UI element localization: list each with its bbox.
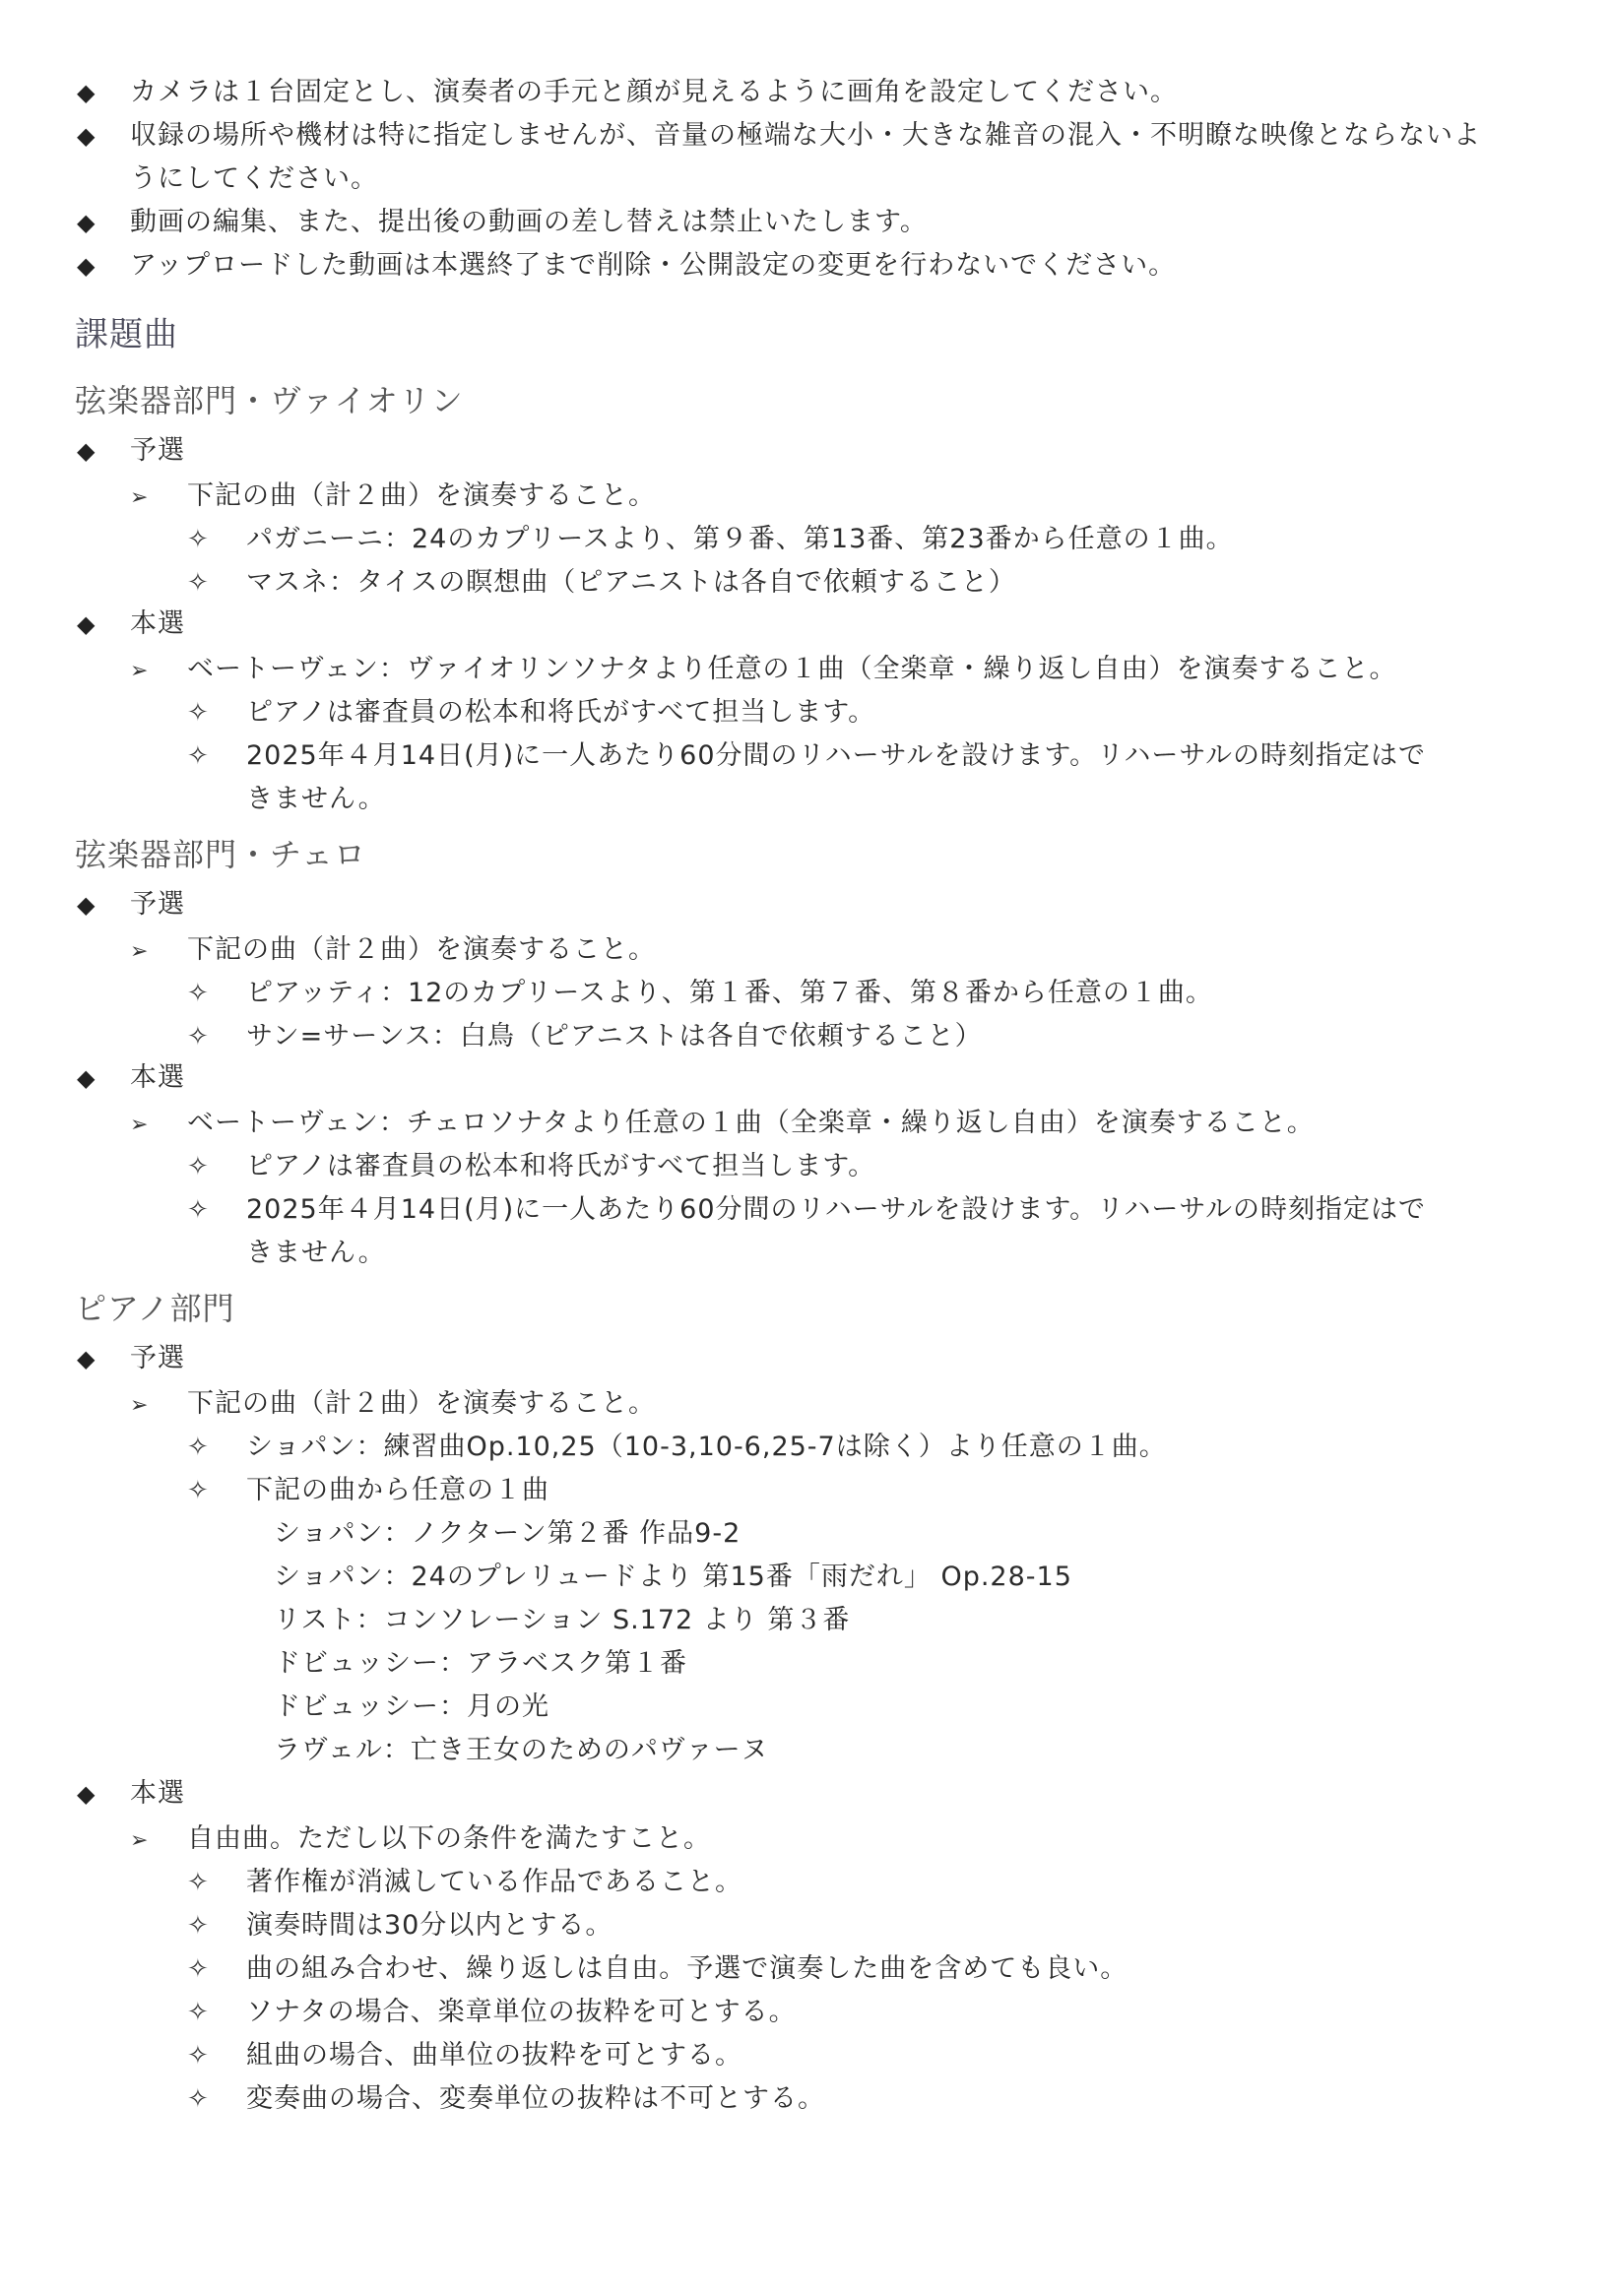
star-bullet-icon: ✧ [187, 1433, 210, 1462]
piano-final-item: ✧ 演奏時間は30分以内とする。 [187, 1904, 613, 1947]
diamond-bullet-icon: ◆ [77, 79, 97, 106]
cello-prelim-item: ✧ サン=サーンス：白鳥（ピアニストは各自で依頼すること） [187, 1015, 983, 1058]
diamond-bullet-icon: ◆ [77, 1345, 97, 1372]
star-bullet-icon: ✧ [187, 698, 210, 728]
star-bullet-icon: ✧ [187, 1998, 210, 2027]
star-bullet-icon: ✧ [187, 1868, 210, 1897]
cello-final-item: ✧ 2025年４月14日(月)に一人あたり60分間のリハーサルを設けます。リハーサルの時刻指定はで [187, 1188, 1426, 1232]
intro-bullet [77, 114, 1481, 158]
piano-choice-item: ドビュッシー：月の光 [274, 1691, 549, 1722]
piano-choice-item: ラヴェル：亡き王女のためのパヴァーヌ [274, 1735, 769, 1765]
intro-text: アップロードした動画は本選終了まで削除・公開設定の変更を行わないでください。 [130, 250, 1177, 281]
cello-final-item-continued: きません。 [246, 1238, 386, 1268]
arrow-bullet-icon: ➢ [130, 1828, 150, 1853]
star-bullet-icon: ✧ [187, 568, 210, 598]
cello-section-title: 弦楽器部門・チェロ [75, 836, 367, 873]
piano-final-item: ✧ ソナタの場合、楽章単位の抜粋を可とする。 [187, 1991, 797, 2034]
arrow-bullet-icon: ➢ [130, 485, 150, 510]
violin-final-item: ✧ ピアノは審査員の松本和将氏がすべて担当します。 [187, 691, 875, 734]
violin-prelim-item: ✧ パガニーニ：24のカプリースより、第９番、第13番、第23番から任意の１曲。 [187, 518, 1234, 561]
piano-final-item: ✧ 著作権が消滅している作品であること。 [187, 1861, 742, 1904]
piano-choice-item: ショパン：ノクターン第２番 作品9-2 [274, 1518, 742, 1549]
intro-text-continued: うにしてください。 [130, 163, 378, 194]
star-bullet-icon: ✧ [187, 1022, 210, 1052]
intro-bullet [77, 71, 1178, 114]
star-bullet-icon: ✧ [187, 1195, 210, 1225]
piano-prelim-label: ◆ 予選 [77, 1337, 185, 1380]
cello-prelim-line: ➢ 下記の曲（計２曲）を演奏すること。 [130, 928, 656, 974]
piano-final-item: ✧ 組曲の場合、曲単位の抜粋を可とする。 [187, 2034, 742, 2077]
violin-final-item: ✧ 2025年４月14日(月)に一人あたり60分間のリハーサルを設けます。リハーサルの時刻指定はで [187, 734, 1426, 778]
piano-prelim-line: ➢ 下記の曲（計２曲）を演奏すること。 [130, 1382, 656, 1428]
diamond-bullet-icon: ◆ [77, 252, 97, 280]
intro-bullet [77, 244, 1176, 287]
piano-choice-item: ドビュッシー：アラベスク第１番 [274, 1648, 687, 1679]
violin-section-title: 弦楽器部門・ヴァイオリン [75, 382, 464, 419]
cello-prelim-item: ✧ ピアッティ：12のカプリースより、第１番、第７番、第８番から任意の１曲。 [187, 972, 1213, 1015]
section-heading: 課題曲 [75, 315, 178, 354]
star-bullet-icon: ✧ [187, 1954, 210, 1984]
cello-prelim-label: ◆ 予選 [77, 883, 185, 926]
piano-final-item: ✧ 変奏曲の場合、変奏単位の抜粋は不可とする。 [187, 2077, 825, 2121]
piano-final-item: ✧ 曲の組み合わせ、繰り返しは自由。予選で演奏した曲を含めても良い。 [187, 1947, 1128, 1991]
star-bullet-icon: ✧ [187, 741, 210, 771]
star-bullet-icon: ✧ [187, 2084, 210, 2114]
arrow-bullet-icon: ➢ [130, 1113, 150, 1137]
diamond-bullet-icon: ◆ [77, 891, 97, 919]
violin-prelim-item: ✧ マスネ：タイスの瞑想曲（ピアニストは各自で依頼すること） [187, 561, 1016, 605]
diamond-bullet-icon: ◆ [77, 1780, 97, 1808]
diamond-bullet-icon: ◆ [77, 209, 97, 236]
cello-final-line: ➢ ベートーヴェン：チェロソナタより任意の１曲（全楽章・繰り返し自由）を演奏すること。 [130, 1102, 1315, 1147]
diamond-bullet-icon: ◆ [77, 122, 97, 150]
cello-final-item: ✧ ピアノは審査員の松本和将氏がすべて担当します。 [187, 1145, 875, 1188]
piano-final-label: ◆ 本選 [77, 1772, 185, 1816]
star-bullet-icon: ✧ [187, 979, 210, 1008]
star-bullet-icon: ✧ [187, 1152, 210, 1181]
diamond-bullet-icon: ◆ [77, 437, 97, 465]
cello-final-label: ◆ 本選 [77, 1056, 185, 1100]
violin-final-line: ➢ ベートーヴェン：ヴァイオリンソナタより任意の１曲（全楽章・繰り返し自由）を演奏すること。 [130, 648, 1397, 693]
piano-prelim-item: ✧ ショパン：練習曲Op.10,25（10-3,10-6,25-7は除く）より任意の１曲。 [187, 1426, 1167, 1469]
piano-choice-item: ショパン：24のプレリュードより 第15番「雨だれ」 Op.28-15 [274, 1562, 1072, 1592]
piano-section-title: ピアノ部門 [75, 1290, 235, 1327]
violin-final-label: ◆ 本選 [77, 603, 185, 646]
star-bullet-icon: ✧ [187, 1476, 210, 1505]
arrow-bullet-icon: ➢ [130, 939, 150, 964]
piano-prelim-item: ✧ 下記の曲から任意の１曲 [187, 1469, 549, 1512]
intro-text: カメラは１台固定とし、演奏者の手元と顔が見えるように画角を設定してください。 [130, 77, 1178, 107]
intro-text: 収録の場所や機材は特に指定しませんが、音量の極端な大小・大きな雑音の混入・不明瞭な映像とならないよ [130, 120, 1481, 151]
violin-prelim-label: ◆ 予選 [77, 429, 185, 473]
intro-bullet [77, 201, 928, 244]
star-bullet-icon: ✧ [187, 525, 210, 554]
violin-final-item-continued: きません。 [246, 784, 386, 814]
star-bullet-icon: ✧ [187, 2041, 210, 2071]
star-bullet-icon: ✧ [187, 1911, 210, 1941]
arrow-bullet-icon: ➢ [130, 1393, 150, 1418]
piano-final-line: ➢ 自由曲。ただし以下の条件を満たすこと。 [130, 1818, 711, 1863]
intro-text: 動画の編集、また、提出後の動画の差し替えは禁止いたします。 [130, 207, 928, 237]
arrow-bullet-icon: ➢ [130, 659, 150, 683]
diamond-bullet-icon: ◆ [77, 1064, 97, 1092]
piano-choice-item: リスト：コンソレーション S.172 より 第３番 [274, 1605, 851, 1635]
diamond-bullet-icon: ◆ [77, 610, 97, 638]
violin-prelim-line: ➢ 下記の曲（計２曲）を演奏すること。 [130, 475, 656, 520]
